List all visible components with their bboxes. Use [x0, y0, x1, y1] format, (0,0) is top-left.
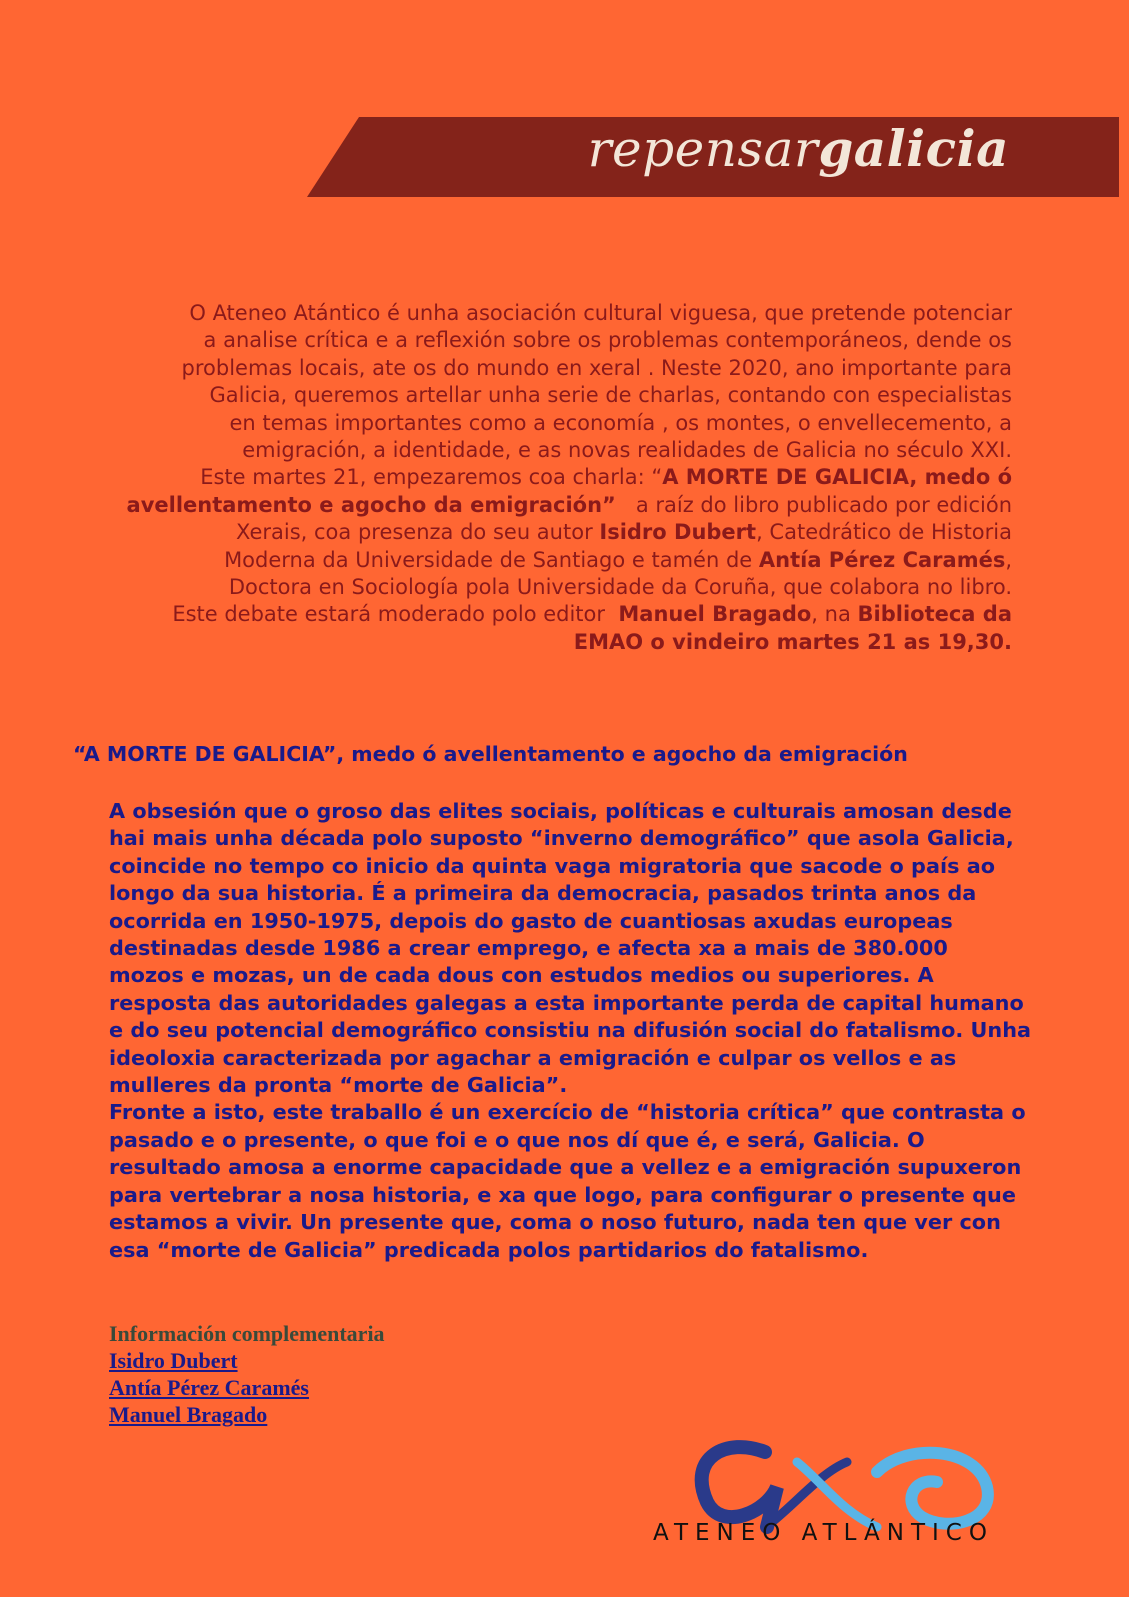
- abstract-line: estamos a vivir. Un presente que, coma o noso futuro, nada ten que ver con: [109, 1210, 1001, 1235]
- abstract-line: e do seu potencial demográfico consistiu na difusión social do fatalismo. Unha: [109, 1018, 1032, 1043]
- abstract-line: destinadas desde 1986 a crear emprego, e afecta xa a mais de 380.000: [109, 936, 948, 961]
- intro-line: Este debate estará moderado polo editor Manuel Bragado, na Biblioteca da: [172, 602, 1012, 627]
- author-name: Isidro Dubert: [599, 520, 757, 545]
- intro-line: Este martes 21, empezaremos coa charla: “A MORTE DE GALICIA, medo ó: [200, 465, 1012, 490]
- abstract-line: ocorrida en 1950-1975, depois do gasto de cuantiosas axudas europeas: [109, 908, 953, 933]
- abstract-line: A obsesión que o groso das elites sociais, políticas e culturais amosan desde: [109, 799, 1012, 823]
- abstract-line: resultado amosa a enorme capacidade que a vellez e a emigración supuxeron: [109, 1155, 1022, 1180]
- intro-line: a analise crítica e a reflexión sobre os problemas contemporáneos, dende os: [203, 328, 1012, 353]
- intro-line: Moderna da Universidade de Santiago e tamén de Antía Pérez Caramés,: [224, 547, 1012, 572]
- intro-line: Xerais, coa presenza do seu autor Isidro Dubert, Catedrático de Historia: [236, 520, 1012, 545]
- abstract-line: esa “morte de Galicia” predicada polos partidarios do fatalismo.: [109, 1237, 869, 1262]
- abstract-line: coincide no tempo co inicio da quinta vaga migratoria que sacode o país ao: [109, 853, 996, 878]
- book-title: “A MORTE DE GALICIA”, medo ó avellentamento e agocho da emigración: [73, 742, 908, 766]
- abstract-line: mozos e mozas, un de cada dous con estudos medios ou superiores. A: [109, 963, 934, 988]
- banner-title: [588, 119, 1009, 178]
- intro-line: Galicia, queremos artellar unha serie de charlas, contando con especialistas: [209, 383, 1012, 408]
- intro-line: emigración, a identidade, e as novas realidades de Galicia no século XXI.: [242, 438, 1012, 463]
- venue-time: EMAO o vindeiro martes 21 as 19,30.: [573, 629, 1012, 654]
- abstract-line: mulleres da pronta “morte de Galicia”.: [109, 1073, 568, 1098]
- abstract-line: ideoloxia caracterizada por agachar a emigración e culpar os vellos e as: [109, 1045, 957, 1070]
- repensargalicia-banner: [307, 117, 1119, 197]
- coauthor-name: Antía Pérez Caramés: [758, 547, 1006, 572]
- abstract-line: resposta das autoridades galegas a esta importante perda de capital humano: [109, 990, 1024, 1015]
- talk-title-part2: avellentamento e agocho da emigración”: [126, 492, 616, 517]
- info-heading: Información complementaria: [109, 1321, 385, 1346]
- intro-line: problemas locais, ate os do mundo en xeral . Neste 2020, ano importante para: [181, 355, 1012, 380]
- book-abstract: [109, 798, 1109, 1264]
- abstract-line: Fronte a isto, este traballo é un exercício de “historia crítica” que contrasta o: [109, 1100, 1026, 1125]
- intro-line: O Ateneo Atántico é unha asociación cultural viguesa, que pretende potenciar: [189, 301, 1012, 325]
- intro-line: Doctora en Sociología pola Universidade da Coruña, que colabora no libro.: [228, 575, 1012, 600]
- complementary-info: [109, 1320, 537, 1428]
- talk-title-part1: A MORTE DE GALICIA, medo ó: [662, 465, 1012, 490]
- moderator-name: Manuel Bragado: [618, 602, 812, 627]
- abstract-line: pasado e o presente, o que foi e o que nos dí que é, e será, Galicia. O: [109, 1127, 925, 1152]
- link-isidro-dubert[interactable]: Isidro Dubert: [109, 1348, 238, 1373]
- intro-paragraph: [40, 300, 1012, 656]
- venue-part1: Biblioteca da: [857, 602, 1012, 627]
- banner-word-galicia: galicia: [818, 119, 1009, 178]
- intro-line: [40, 629, 1012, 656]
- logo-text: ATENEO ATLÁNTICO: [653, 1520, 994, 1546]
- link-antia-perez-carames[interactable]: Antía Pérez Caramés: [109, 1375, 309, 1400]
- abstract-line: longo da sua historia. É a primeira da democracia, pasados trinta anos da: [109, 881, 977, 906]
- intro-line: en temas importantes como a economía , os montes, o envellecemento, a: [229, 410, 1012, 435]
- link-manuel-bragado[interactable]: Manuel Bragado: [109, 1402, 268, 1427]
- intro-line: avellentamento e agocho da emigración” a raíz do libro publicado por edición: [126, 492, 1012, 517]
- abstract-line: para vertebrar a nosa historia, e xa que logo, para configurar o presente que: [109, 1182, 1016, 1207]
- banner-word-repensar: repensar: [587, 120, 819, 178]
- abstract-line: hai mais unha década polo suposto “inverno demográfico” que asola Galicia,: [109, 826, 1014, 851]
